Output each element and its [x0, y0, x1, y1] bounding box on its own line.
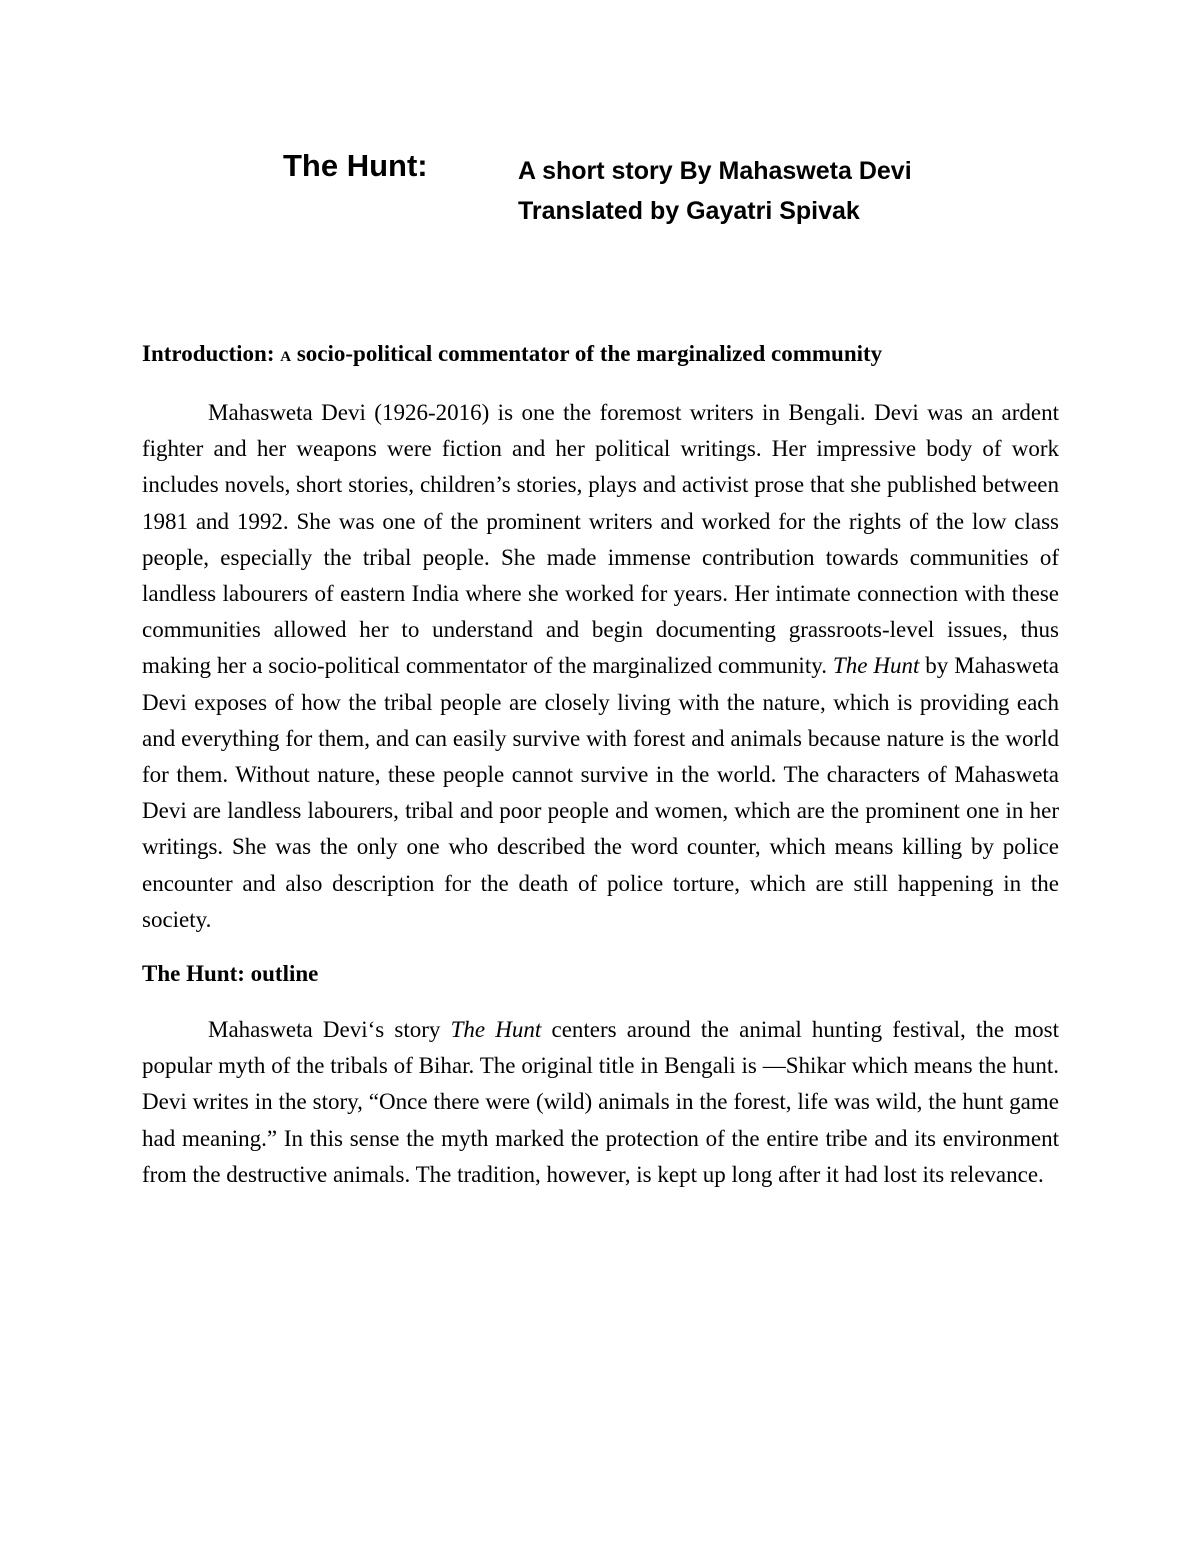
section-heading-outline: The Hunt: outline: [142, 961, 319, 987]
outline-paragraph: [142, 1012, 1059, 1193]
intro-text-part2: by Mahasweta Devi exposes of how the tribal people are closely living with the nature, which is providing each and everything for them, and can easily survive with forest and animals because nature is the world for them. Without nature, these people cannot survive in the world. The characters of Mahasweta Devi are landless labourers, tribal and poor people and women, which are the prominent one in her writings. She was the only one who described the word counter, which means killing by police encounter and also description for the death of police torture, which are still happening in the society.: [142, 653, 1059, 932]
heading-rest: socio-political commentator of the marginalized community: [291, 341, 883, 366]
title-subtitle: A short story By Mahasweta Devi: [518, 157, 912, 185]
heading-prefix: Introduction:: [142, 341, 281, 366]
heading-small-letter: A: [280, 349, 292, 365]
title-main: The Hunt:: [283, 148, 428, 183]
intro-text-part1: Mahasweta Devi (1926-2016) is one the foremost writers in Bengali. Devi was an ardent fighter and her weapons were fiction and her political writings. Her impressive body of work includes novels, short stories, children’s stories, plays and activist prose that she published between 1981 and 1992. She was one of the prominent writers and worked for the rights of the low class people, especially the tribal people. She made immense contribution towards communities of landless labourers of eastern India where she worked for years. Her intimate connection with these communities allowed her to understand and begin documenting grassroots-level issues, thus making her a socio-political commentator of the marginalized community.: [142, 400, 1059, 679]
outline-italic-title: The Hunt: [450, 1017, 542, 1043]
section-heading-introduction: [142, 336, 1059, 375]
outline-text-part1: Mahasweta Devi‘s story: [208, 1017, 451, 1043]
title-translator: Translated by Gayatri Spivak: [518, 197, 860, 225]
outline-text-part2: centers around the animal hunting festival, the most popular myth of the tribals of Bihar. The original title in Bengali is ―Shikar which means the hunt. Devi writes in the story, “Once there were (wild) animals in the forest, life was wild, the hunt game had meaning.” In this sense the myth marked the protection of the entire tribe and its environment from the destructive animals. The tradition, however, is kept up long after it had lost its relevance.: [142, 1017, 1059, 1187]
introduction-paragraph: [142, 395, 1059, 938]
intro-italic-title: The Hunt: [832, 653, 920, 679]
document-body: [142, 336, 1059, 1193]
